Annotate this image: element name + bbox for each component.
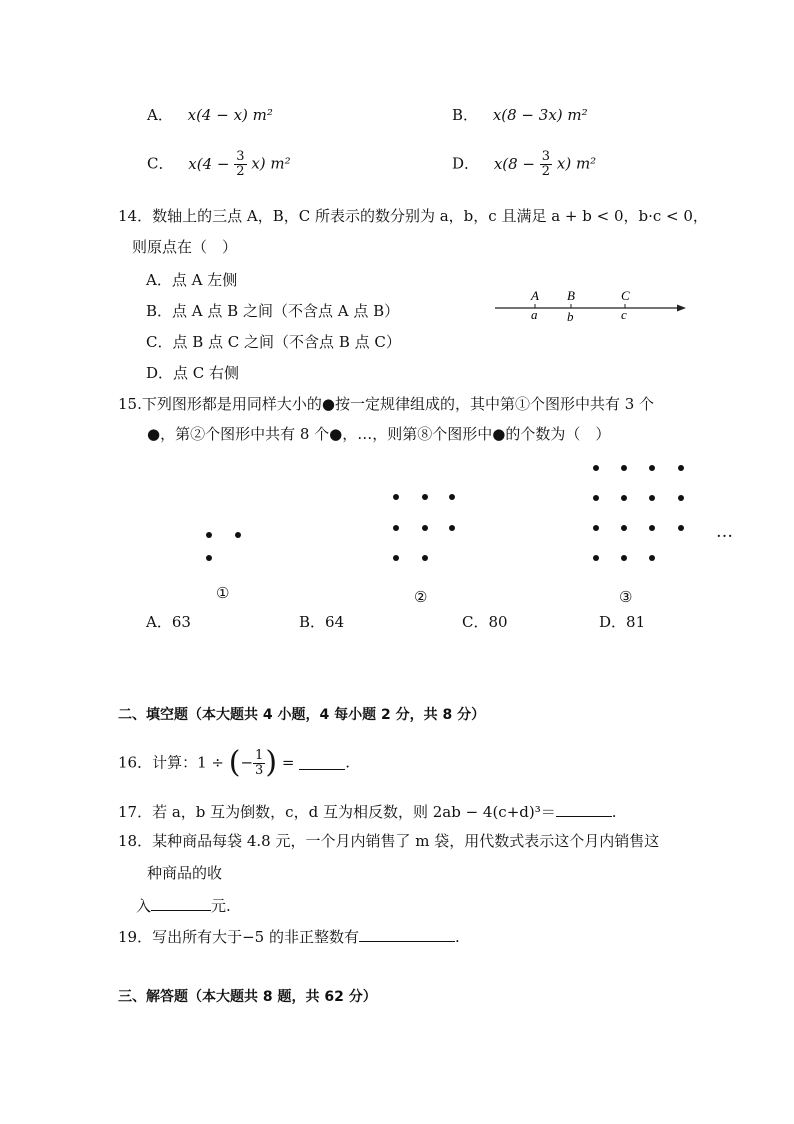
dot <box>449 525 455 531</box>
dot <box>649 525 655 531</box>
label-upper-C: C <box>621 288 630 303</box>
dot <box>235 532 241 538</box>
minus-sign: − <box>240 753 254 772</box>
dot <box>206 555 212 561</box>
q16-prefix: 16．计算：1 ÷ <box>118 753 224 772</box>
section2-heading: 二、填空题（本大题共 4 小题，4 每小题 2 分，共 8 分） <box>118 707 486 723</box>
dot <box>649 465 655 471</box>
figure-label-2: ② <box>414 588 428 606</box>
q16-equals: = <box>281 753 295 772</box>
q15-stem-line1: 15.下列图形都是用同样大小的●按一定规律组成的，其中第①个图形中共有 3 个 <box>118 395 655 413</box>
fraction <box>234 150 246 178</box>
dot <box>393 555 399 561</box>
q18-line2: 种商品的收 <box>147 864 223 882</box>
q13-option-d <box>452 150 596 178</box>
fraction-numerator: 1 <box>255 747 264 763</box>
dot <box>206 532 212 538</box>
q15-option-b: B．64 <box>299 613 345 631</box>
dot <box>621 525 627 531</box>
dot <box>393 494 399 500</box>
q15-option-a: A．63 <box>146 613 191 631</box>
label-lower-c: c <box>621 307 627 322</box>
q15-stem-line2: ●，第②个图形中共有 8 个●，…，则第⑧个图形中●的个数为（ ） <box>147 425 611 443</box>
figure-ellipsis: … <box>716 522 733 542</box>
dot <box>649 495 655 501</box>
fraction-denominator: 2 <box>236 163 245 179</box>
q19-end: . <box>454 928 460 946</box>
q19-text: 19．写出所有大于−5 的非正整数有 <box>118 928 359 946</box>
option-expr: x(8 − 3x) m² <box>492 106 588 124</box>
q17-text: 17．若 a，b 互为倒数，c，d 互为相反数，则 2ab − 4(c+d)³＝ <box>118 803 556 821</box>
option-expr-post: x) m² <box>251 154 291 173</box>
answer-blank[interactable] <box>151 898 211 911</box>
option-label: D． <box>452 154 480 173</box>
q17 <box>118 804 617 820</box>
q18-line3-post: 元. <box>211 897 231 915</box>
option-label: A． <box>147 106 173 124</box>
label-lower-b: b <box>567 309 574 324</box>
q14-option-d: D．点 C 右侧 <box>146 364 240 382</box>
dot <box>422 525 428 531</box>
dot <box>678 465 684 471</box>
dot-pattern-figure <box>0 455 794 585</box>
figure-label-3: ③ <box>619 588 633 606</box>
q14-option-a: A．点 A 左侧 <box>146 271 238 289</box>
option-label: C． <box>147 154 174 173</box>
dot <box>393 525 399 531</box>
label-lower-a: a <box>531 307 538 322</box>
dot <box>422 494 428 500</box>
dot <box>449 494 455 500</box>
q14-option-c: C．点 B 点 C 之间（不含点 B 点 C） <box>146 333 401 351</box>
answer-blank[interactable] <box>359 929 455 942</box>
option-expr-pre: x(8 − <box>493 154 536 173</box>
q13-option-b <box>452 108 588 123</box>
fraction-numerator: 3 <box>541 149 551 164</box>
fraction <box>540 150 552 178</box>
option-expr-post: x) m² <box>556 154 597 173</box>
left-paren: ( <box>228 745 241 780</box>
section3-heading: 三、解答题（本大题共 8 题，共 62 分） <box>118 989 377 1005</box>
dot <box>621 495 627 501</box>
q14-stem-line2: 则原点在（ ） <box>132 238 238 256</box>
dot <box>593 525 599 531</box>
fraction-denominator: 3 <box>255 762 264 778</box>
answer-blank[interactable] <box>299 757 345 770</box>
q16-end: . <box>345 753 350 772</box>
option-label: B． <box>452 106 479 124</box>
q18-line3-pre: 入 <box>136 897 152 915</box>
dot <box>678 495 684 501</box>
q13-option-a <box>147 108 273 123</box>
q18-line1: 18．某种商品每袋 4.8 元，一个月内销售了 m 袋，用代数式表示这个月内销售这 <box>118 832 660 850</box>
answer-blank[interactable] <box>556 804 612 817</box>
dot <box>621 555 627 561</box>
q18-line3 <box>136 898 231 914</box>
label-upper-B: B <box>567 288 575 303</box>
dot <box>593 555 599 561</box>
label-upper-A: A <box>531 288 539 303</box>
q13-option-c <box>147 150 291 178</box>
number-line <box>490 288 690 328</box>
dot <box>593 495 599 501</box>
q17-end: . <box>611 803 617 821</box>
dot <box>422 555 428 561</box>
option-expr-pre: x(4 − <box>188 154 230 173</box>
dot <box>678 525 684 531</box>
option-expr: x(4 − x) m² <box>187 106 273 124</box>
dot <box>649 555 655 561</box>
figure-label-1: ① <box>216 584 230 602</box>
q15-option-c: C．80 <box>462 613 508 631</box>
fraction-denominator: 2 <box>541 163 551 179</box>
dot <box>621 465 627 471</box>
right-paren: ) <box>265 745 278 780</box>
q15-option-d: D．81 <box>599 613 646 631</box>
q14-option-b: B．点 A 点 B 之间（不含点 A 点 B） <box>146 302 400 320</box>
q16 <box>118 745 350 780</box>
fraction-numerator: 3 <box>236 149 245 164</box>
q14-stem-line1: 14．数轴上的三点 A，B，C 所表示的数分别为 a，b，c 且满足 a + b < 0，b·c < 0， <box>118 207 708 225</box>
axis-arrow <box>677 305 686 312</box>
dot <box>593 465 599 471</box>
q19 <box>118 929 460 945</box>
fraction <box>253 749 265 777</box>
